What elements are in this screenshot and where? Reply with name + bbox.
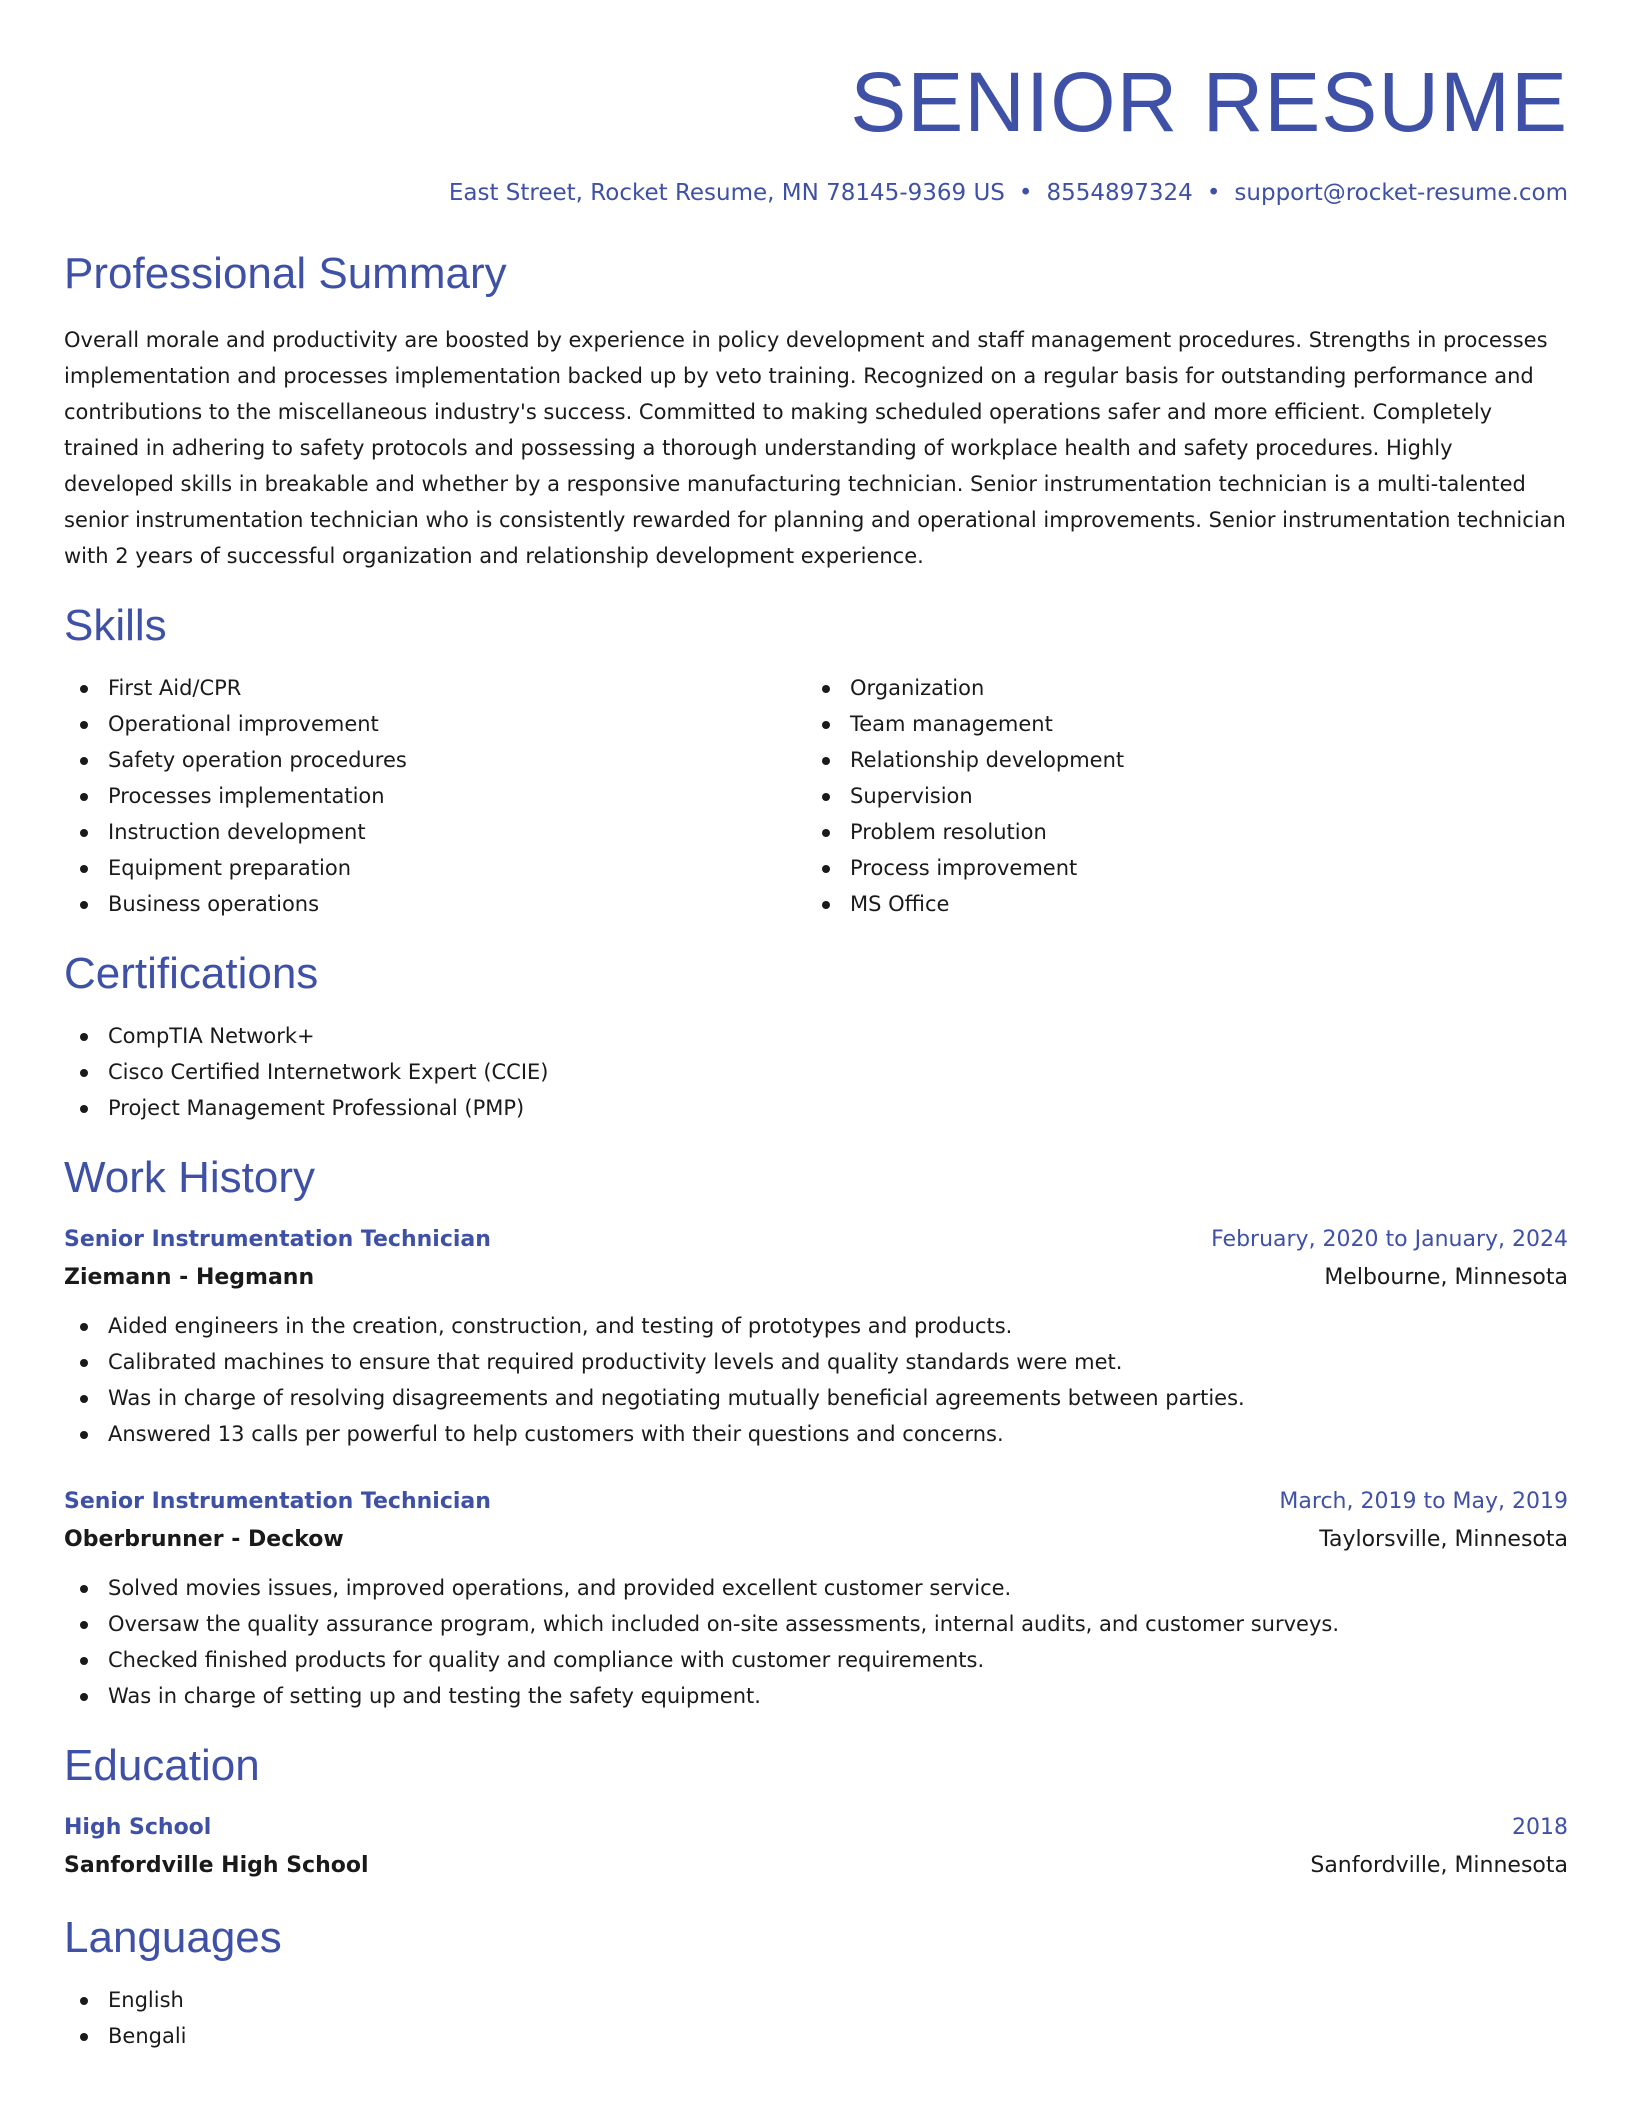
list-item: Relationship development	[806, 742, 1548, 778]
section-title-summary: Professional Summary	[64, 249, 507, 298]
job-location: Melbourne, Minnesota	[1324, 1265, 1568, 1290]
job-duties-list	[64, 1308, 1568, 1452]
job-title: Senior Instrumentation Technician	[64, 1489, 491, 1514]
list-item: Was in charge of resolving disagreements and negotiating mutually beneficial agreements between parties.	[64, 1380, 1568, 1416]
section-title-skills: Skills	[64, 601, 167, 650]
list-item: Equipment preparation	[64, 850, 806, 886]
education-year: 2018	[1512, 1815, 1568, 1840]
languages-section	[64, 1912, 1568, 2054]
list-item: Instruction development	[64, 814, 806, 850]
work-history-section	[64, 1152, 1568, 1714]
job-entry	[64, 1222, 1568, 1452]
summary-section	[64, 248, 1568, 574]
list-item: First Aid/CPR	[64, 670, 806, 706]
education-school-row	[64, 1846, 1568, 1886]
contact-separator: •	[1206, 180, 1221, 206]
section-title-certifications: Certifications	[64, 949, 319, 998]
list-item: Cisco Certified Internetwork Expert (CCIE)	[64, 1054, 1568, 1090]
skills-list-right	[806, 670, 1548, 922]
education-school: Sanfordville High School	[64, 1853, 369, 1878]
list-item: Oversaw the quality assurance program, which included on-site assessments, internal audits, and customer surveys.	[64, 1606, 1568, 1642]
list-item: Supervision	[806, 778, 1548, 814]
section-title-work-history: Work History	[64, 1153, 315, 1202]
job-title-row	[64, 1484, 1568, 1520]
summary-text: Overall morale and productivity are boosted by experience in policy development and staff management procedures. Strengths in processes implementation and processes implementation backed up by veto training. Recognized on a regular basis for outstanding performance and contributions to the miscellaneous industry's success. Committed to making scheduled operations safer and more efficient. Completely trained in adhering to safety protocols and possessing a thorough understanding of workplace health and safety procedures. Highly developed skills in breakable and whether by a responsive manufacturing technician. Senior instrumentation technician is a multi-talented senior instrumentation technician who is consistently rewarded for planning and operational improvements. Senior instrumentation technician with 2 years of successful organization and relationship development experience.	[64, 328, 1566, 568]
languages-list	[64, 1982, 1568, 2054]
list-item: Process improvement	[806, 850, 1548, 886]
job-company: Ziemann - Hegmann	[64, 1265, 315, 1290]
education-degree: High School	[64, 1815, 212, 1840]
list-item: Answered 13 calls per powerful to help customers with their questions and concerns.	[64, 1416, 1568, 1452]
list-item: Safety operation procedures	[64, 742, 806, 778]
certifications-section	[64, 948, 1568, 1126]
contact-phone: 8554897324	[1046, 180, 1193, 206]
contact-separator: •	[1018, 180, 1033, 206]
contact-address: East Street, Rocket Resume, MN 78145-9369 US	[448, 180, 1005, 206]
list-item: Organization	[806, 670, 1548, 706]
list-item: CompTIA Network+	[64, 1018, 1568, 1054]
list-item: Was in charge of setting up and testing the safety equipment.	[64, 1678, 1568, 1714]
list-item: Solved movies issues, improved operations, and provided excellent customer service.	[64, 1570, 1568, 1606]
list-item: Bengali	[64, 2018, 1568, 2054]
job-duties-list	[64, 1570, 1568, 1714]
list-item: Calibrated machines to ensure that required productivity levels and quality standards were met.	[64, 1344, 1568, 1380]
resume-header	[64, 0, 1568, 208]
contact-line	[64, 178, 1568, 208]
list-item: Aided engineers in the creation, construction, and testing of prototypes and products.	[64, 1308, 1568, 1344]
list-item: Operational improvement	[64, 706, 806, 742]
list-item: Problem resolution	[806, 814, 1548, 850]
skills-columns	[64, 670, 1568, 922]
skills-list-left	[64, 670, 806, 922]
resume-name: SENIOR RESUME	[850, 55, 1568, 149]
education-degree-row	[64, 1810, 1568, 1846]
job-company: Oberbrunner - Deckow	[64, 1527, 344, 1552]
list-item: MS Office	[806, 886, 1548, 922]
list-item: Project Management Professional (PMP)	[64, 1090, 1568, 1126]
list-item: Processes implementation	[64, 778, 806, 814]
education-entry	[64, 1810, 1568, 1886]
contact-email: support@rocket-resume.com	[1234, 180, 1568, 206]
skills-section	[64, 600, 1568, 922]
job-dates: February, 2020 to January, 2024	[1211, 1227, 1568, 1252]
certifications-list	[64, 1018, 1568, 1126]
education-section	[64, 1740, 1568, 1886]
education-location: Sanfordville, Minnesota	[1310, 1853, 1568, 1878]
section-title-languages: Languages	[64, 1913, 282, 1962]
job-entry	[64, 1484, 1568, 1714]
list-item: Checked finished products for quality and compliance with customer requirements.	[64, 1642, 1568, 1678]
list-item: English	[64, 1982, 1568, 2018]
list-item: Team management	[806, 706, 1548, 742]
job-dates: March, 2019 to May, 2019	[1279, 1489, 1568, 1514]
section-title-education: Education	[64, 1741, 260, 1790]
list-item: Business operations	[64, 886, 806, 922]
job-company-row	[64, 1258, 1568, 1298]
job-location: Taylorsville, Minnesota	[1319, 1527, 1568, 1552]
job-title: Senior Instrumentation Technician	[64, 1227, 491, 1252]
job-company-row	[64, 1520, 1568, 1560]
job-title-row	[64, 1222, 1568, 1258]
